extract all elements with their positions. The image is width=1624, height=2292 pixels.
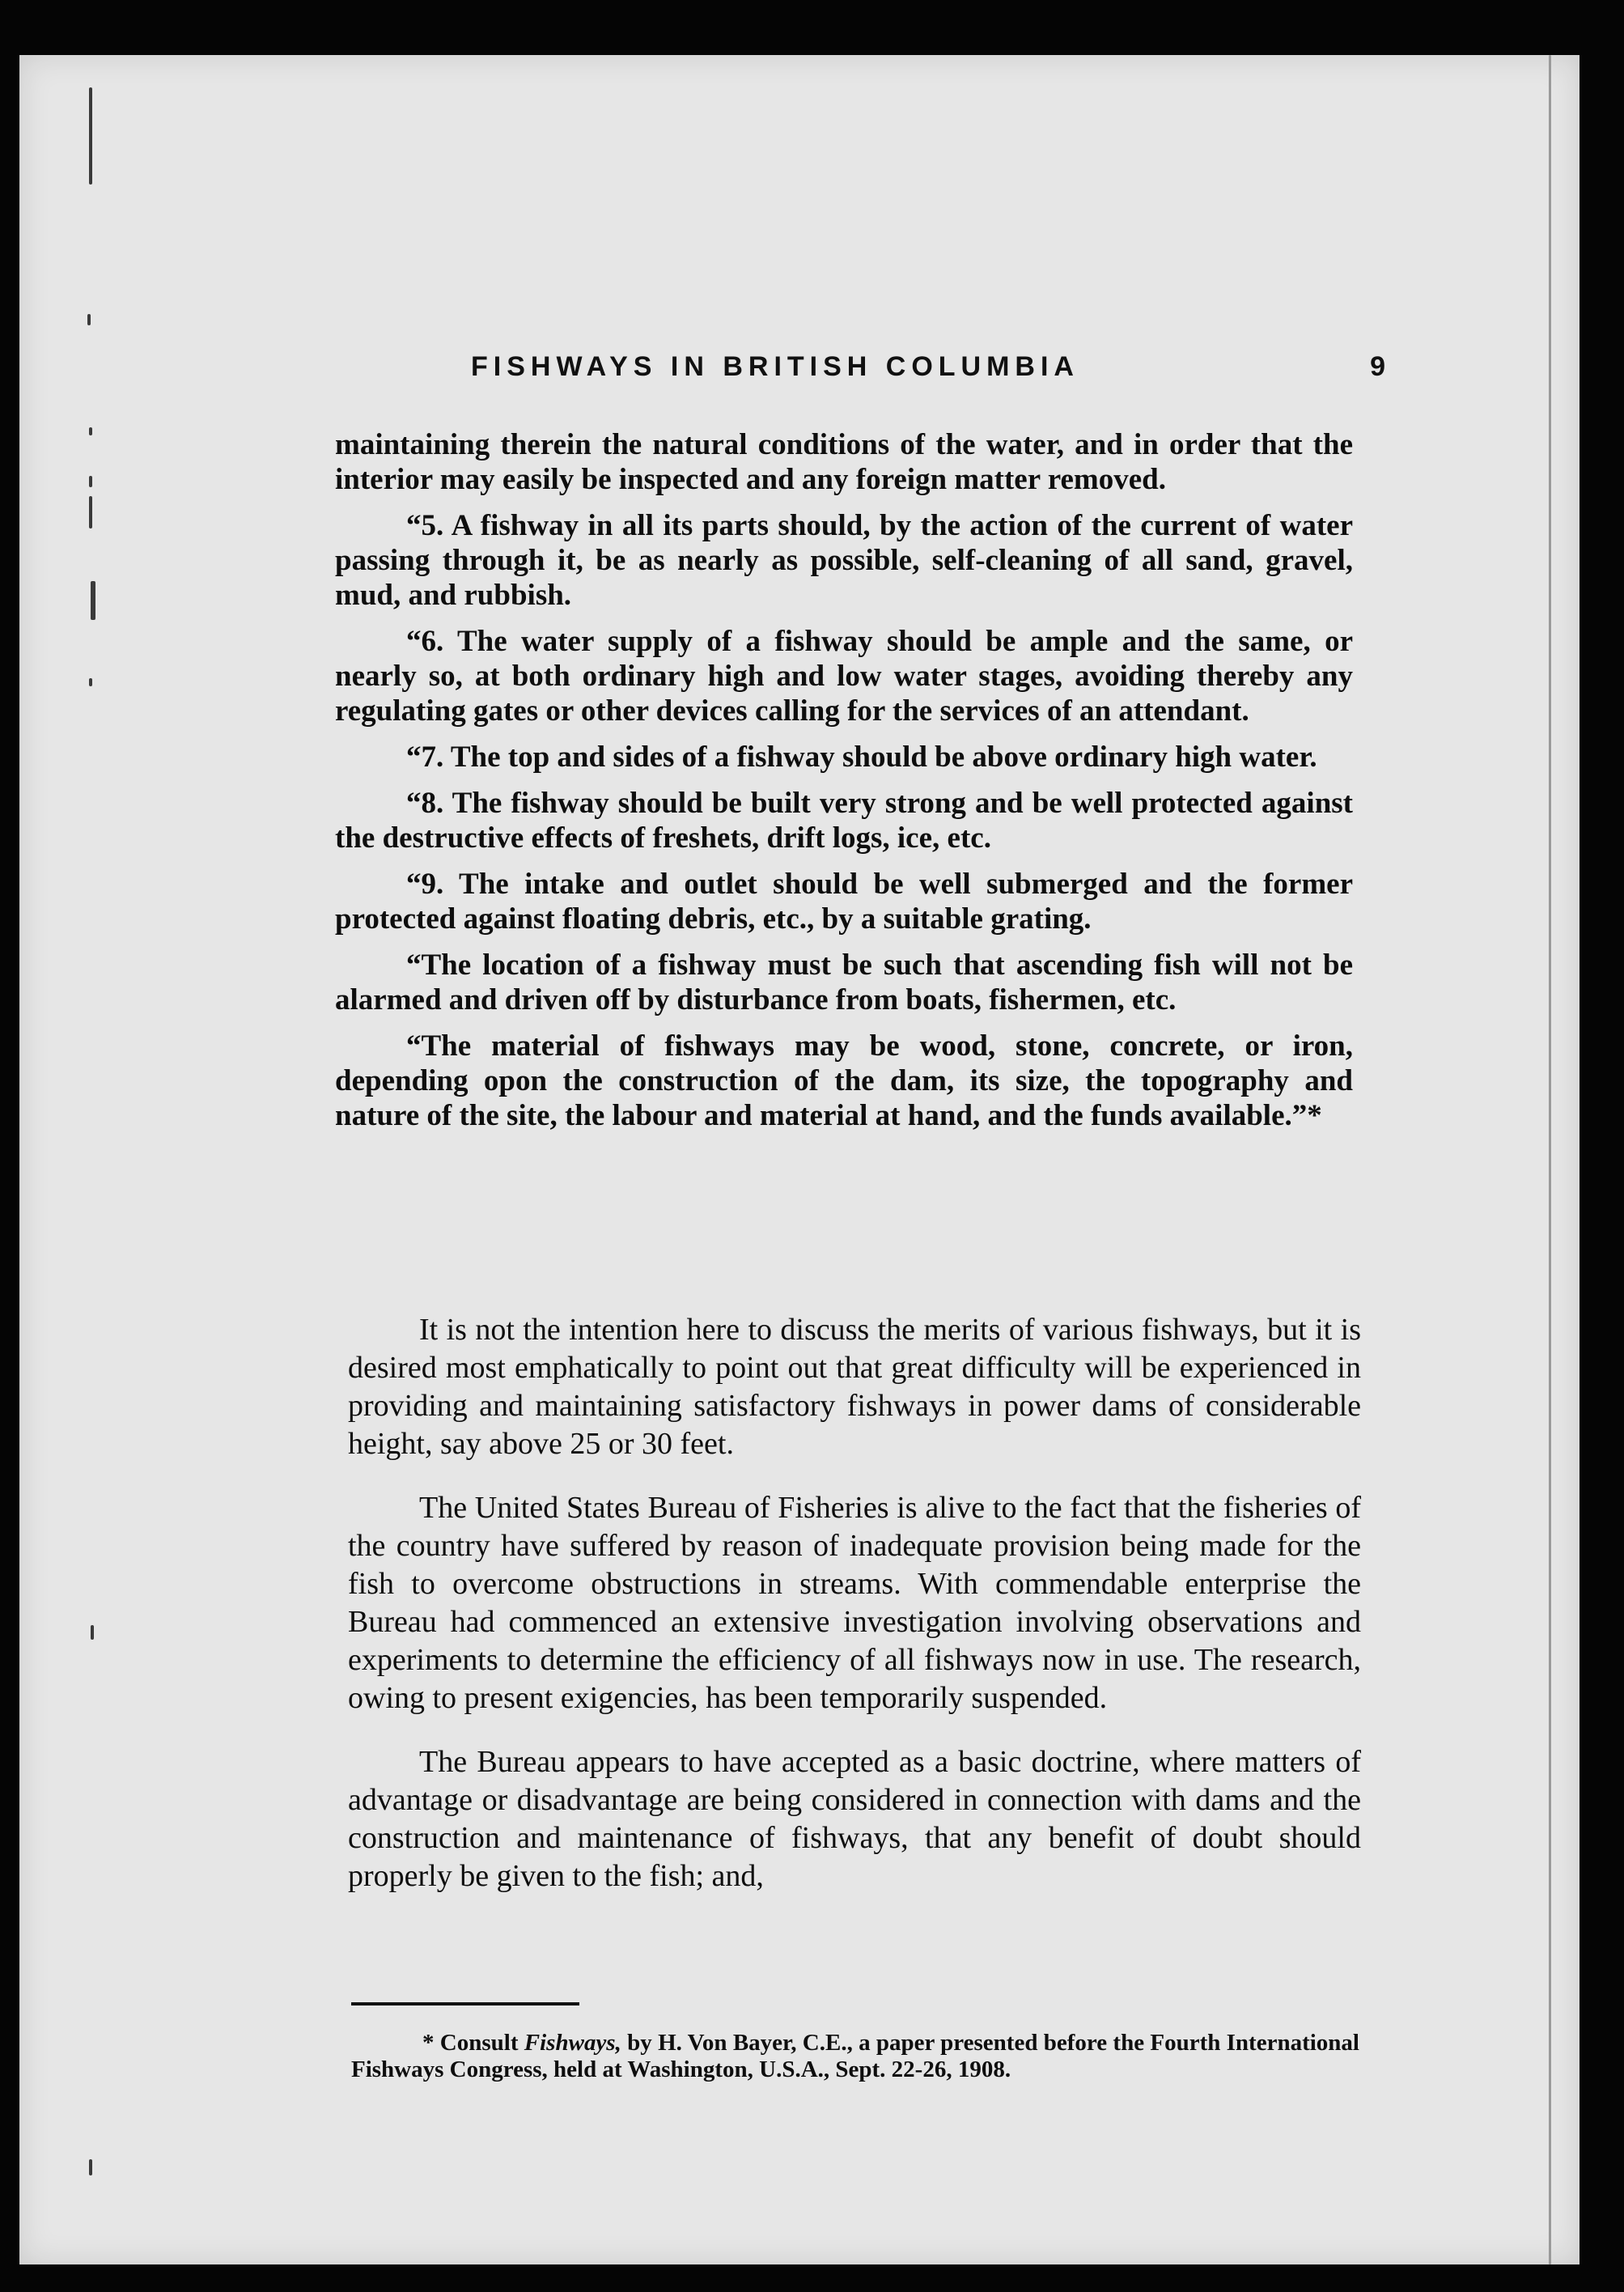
paragraph: “8. The fishway should be built very strong and be well protected against the destructive effects of freshets, drift logs, ice, etc. [335, 787, 1353, 855]
paragraph: “6. The water supply of a fishway should be ample and the same, or nearly so, at both ordinary high and low water stages, avoiding thereby any regulating gates or other devices calling for the services of an attendant. [335, 625, 1353, 728]
margin-speck [89, 427, 92, 435]
margin-speck [89, 476, 92, 487]
margin-speck [89, 2159, 92, 2175]
footnote-title: Fishways, [524, 2030, 621, 2056]
paragraph: “7. The top and sides of a fishway should be above ordinary high water. [406, 741, 1317, 774]
paragraph: “9. The intake and outlet should be well submerged and the former protected against floating debris, etc., by a suitable grating. [335, 868, 1353, 936]
paragraph: “5. A fishway in all its parts should, by the action of the current of water passing through it, be as nearly as possible, self-cleaning of all sand, gravel, mud, and rubbish. [335, 509, 1353, 612]
paragraph: “The location of a fishway must be such that ascending fish will not be alarmed and driven off by disturbance from boats, fishermen, etc. [335, 949, 1353, 1017]
paragraph: maintaining therein the natural conditions of the water, and in order that the interior may easily be inspected and any foreign matter removed. [335, 428, 1353, 496]
paragraph: The Bureau appears to have accepted as a basic doctrine, where matters of advantage or disadvantage are being considered in connection with dams and the construction and maintenance of fishways, that any benefit of doubt should properly be given to the fish; and, [348, 1745, 1361, 1893]
margin-speck [1549, 55, 1551, 2264]
page-number: 9 [1370, 351, 1385, 382]
running-head [471, 351, 1385, 393]
document-page [19, 55, 1579, 2264]
footnote-text: by H. Von Bayer, C.E., a paper presented before the Fourth International Fishways Congress, held at Washington, U.S.A., Sept. 22-26, 1908. [351, 2030, 1359, 2082]
quoted-fishway-requirements [335, 427, 1353, 1144]
footnote [351, 2030, 1359, 2083]
paragraph: “The material of fishways may be wood, stone, concrete, or iron, depending opon the construction of the dam, its size, the topography and nature of the site, the labour and material at hand, and the funds available.”* [335, 1029, 1353, 1132]
margin-speck [89, 496, 92, 528]
footnote-prefix: * Consult [422, 2030, 524, 2056]
paragraph: It is not the intention here to discuss the merits of various fishways, but it is desired most emphatically to point out that great difficulty will be experienced in providing and maintaining satisfactory fishways in power dams of considerable height, say above 25 or 30 feet. [348, 1313, 1361, 1461]
margin-speck [91, 581, 95, 620]
paragraph: The United States Bureau of Fisheries is alive to the fact that the fisheries of the country have suffered by reason of inadequate provision being made for the fish to overcome obstructions in streams. With commendable enterprise the Bureau had commenced an extensive investigation involving observations and experiments to determine the efficiency of all fishways now in use. The research, owing to present exigencies, has been temporarily suspended. [348, 1491, 1361, 1715]
margin-speck [89, 678, 92, 686]
margin-speck [89, 87, 92, 185]
body-text [348, 1311, 1361, 1921]
footnote-rule [351, 2002, 579, 2005]
margin-speck [87, 314, 91, 325]
running-head-title: FISHWAYS IN BRITISH COLUMBIA [471, 351, 1079, 382]
margin-speck [91, 1625, 94, 1640]
